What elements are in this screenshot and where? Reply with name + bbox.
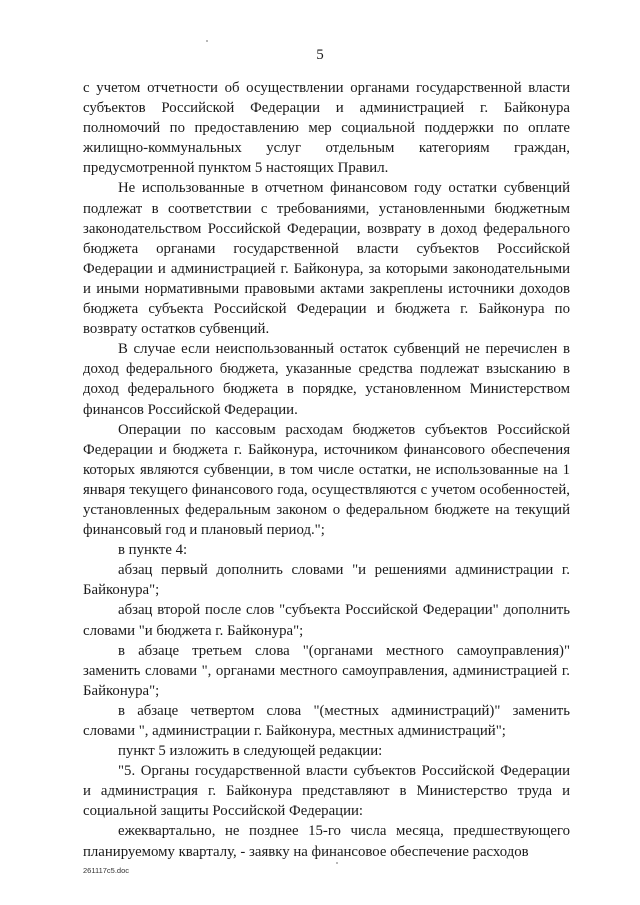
scan-speck — [336, 862, 338, 864]
paragraph-12: ежеквартально, не позднее 15-го числа месяца, предшествующего планируемому кварталу, - заявку на финансовое обеспечение расходов — [83, 823, 570, 860]
paragraph-9: в абзаце четвертом слова "(местных администраций)" заменить словами ", администрации г. Байконура, местных администраций"; — [83, 702, 570, 739]
paragraph-11: "5. Органы государственной власти субъектов Российской Федерации и администрация г. Байконура представляют в Министерство труда и социальной защиты Российской Федерации: — [83, 763, 570, 820]
paragraph-7: абзац второй после слов "субъекта Российской Федерации" дополнить словами "и бюджета г. Байконура"; — [83, 602, 570, 639]
scan-speck — [206, 40, 208, 42]
paragraph-5: в пункте 4: — [118, 542, 188, 559]
page-number: 5 — [316, 47, 324, 63]
paragraph-10: пункт 5 изложить в следующей редакции: — [118, 743, 383, 760]
paragraph-1: с учетом отчетности об осуществлении органами государственной власти субъектов Российской Федерации и администрацией г. Байконура полномочий по предоставлению мер социальной поддержки по оплате жилищно-коммунальных услуг отдельным категориям граждан, предусмотренной пунктом 5 настоящих Правил. — [83, 80, 570, 177]
paragraph-6: абзац первый дополнить словами "и решениями администрации г. Байконура"; — [83, 562, 570, 599]
footer-filename: 261117c5.doc — [83, 866, 130, 875]
paragraph-4: Операции по кассовым расходам бюджетов субъектов Российской Федерации и бюджета г. Байконура, источником финансового обеспечения которых являются субвенции, в том числе остатки, не использованные на 1 января текущего финансового года, осуществляются с учетом особенностей, установленных федеральным законом о федеральном бюджете на текущий финансовый год и плановый период."; — [83, 421, 570, 539]
paragraph-3: В случае если неиспользованный остаток субвенций не перечислен в доход федерального бюджета, указанные средства подлежат взысканию в доход федерального бюджета в порядке, установленном Министерством финансов Российской Федерации. — [83, 341, 570, 418]
paragraph-8: в абзаце третьем слова "(органами местного самоуправления)" заменить словами ", органами местного самоуправления, администрацией г. Байконура"; — [83, 642, 570, 699]
paragraph-2: Не использованные в отчетном финансовом году остатки субвенций подлежат в соответствии с требованиями, установленными бюджетным законодательством Российской Федерации, возврату в доход федерального бюджета органами государственной власти субъектов Российской Федерации и администрацией г. Байконура, за которыми законодательными и иными нормативными правовыми актами закреплены источники доходов бюджета субъекта Российской Федерации и бюджета г. Байконура по возврату остатков субвенций. — [83, 180, 570, 338]
document-body — [83, 78, 570, 862]
